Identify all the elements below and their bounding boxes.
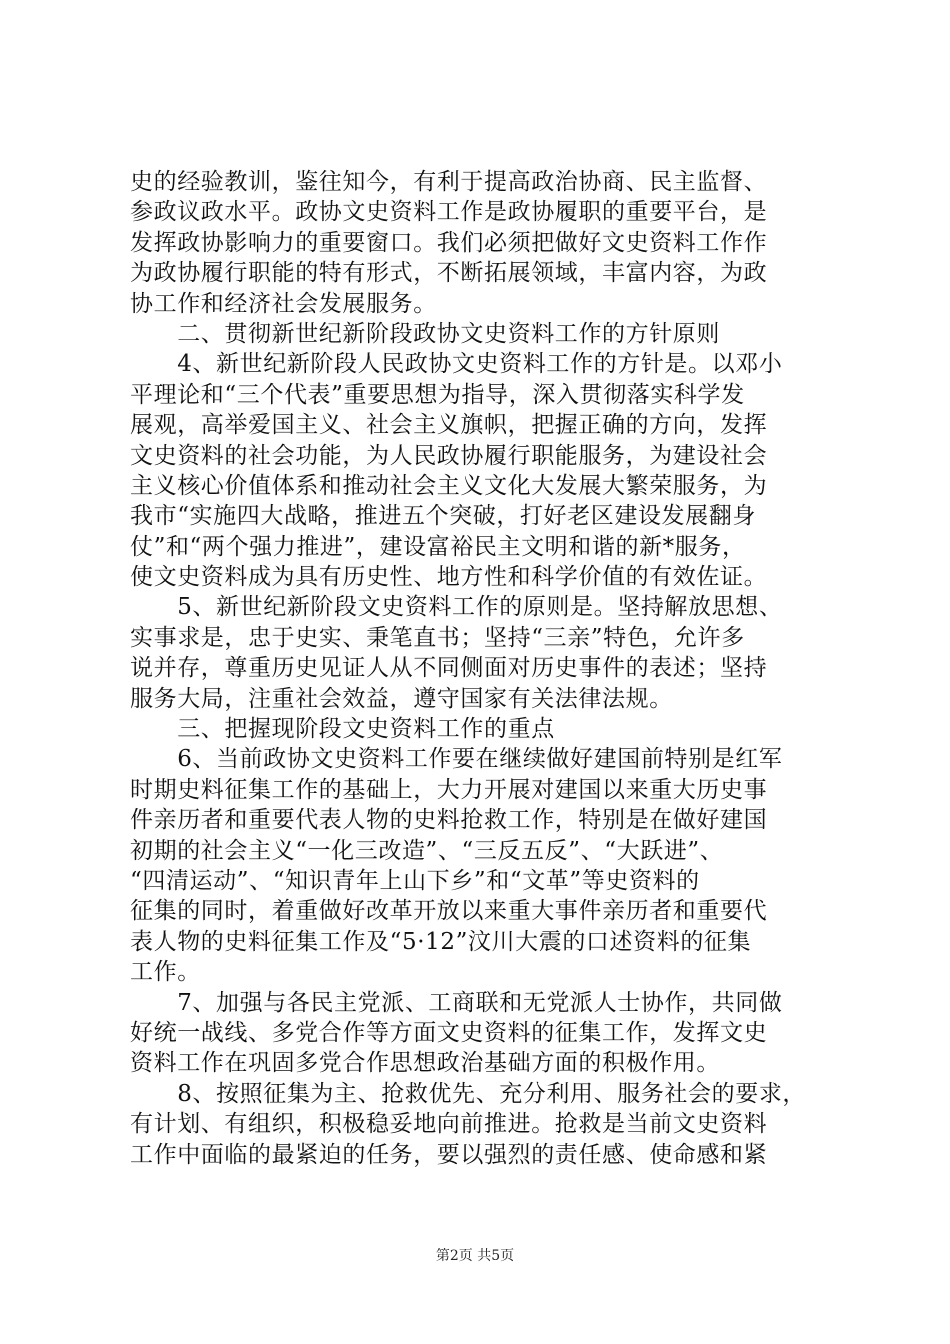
text-line: 6、当前政协文史资料工作要在继续做好建国前特别是红军	[130, 746, 783, 773]
text-line: 资料工作在巩固多党合作思想政治基础方面的积极作用。	[130, 1050, 720, 1077]
text-line: 工作中面临的最紧迫的任务，要以强烈的责任感、使命感和紧	[130, 1141, 768, 1168]
section-heading: 二、贯彻新世纪新阶段政协文史资料工作的方针原则	[130, 320, 720, 347]
text-line: 实事求是，忠于史实、秉笔直书；坚持“三亲”特色，允许多	[130, 624, 745, 651]
text-line: 有计划、有组织，积极稳妥地向前推进。抢救是当前文史资料	[130, 1111, 768, 1138]
text-line: 主义核心价值体系和推动社会主义文化大发展大繁荣服务，为	[130, 472, 768, 499]
text-line: 征集的同时，着重做好改革开放以来重大事件亲历者和重要代	[130, 898, 768, 925]
page-number-footer: 第2页 共5页	[435, 1248, 515, 1264]
text-line: 我市“实施四大战略，推进五个突破，打好老区建设发展翻身	[130, 503, 756, 530]
section-heading: 三、把握现阶段文史资料工作的重点	[130, 716, 555, 743]
text-line: 史的经验教训，鉴往知今，有利于提高政治协商、民主监督、	[130, 169, 768, 195]
text-line: 服务大局，注重社会效益，遵守国家有关法律法规。	[130, 685, 673, 712]
text-line: 初期的社会主义“一化三改造”、“三反五反”、“大跃进”、	[130, 837, 724, 864]
body-text	[130, 167, 830, 1170]
text-line: 件亲历者和重要代表人物的史料抢救工作，特别是在做好建国	[130, 807, 768, 834]
text-line: 说并存，尊重历史见证人从不同侧面对历史事件的表述；坚持	[130, 655, 768, 682]
text-line: “四清运动”、“知识青年上山下乡”和“文革”等史资料的	[130, 867, 700, 894]
text-line: 好统一战线、多党合作等方面文史资料的征集工作，发挥文史	[130, 1019, 768, 1046]
text-line: 协工作和经济社会发展服务。	[130, 290, 437, 317]
text-line: 发挥政协影响力的重要窗口。我们必须把做好文史资料工作作	[130, 229, 768, 256]
text-line: 为政协履行职能的特有形式，不断拓展领域，丰富内容，为政	[130, 260, 768, 287]
text-line: 表人物的史料征集工作及“5·12”汶川大震的口述资料的征集	[130, 928, 752, 955]
text-line: 参政议政水平。政协文史资料工作是政协履职的重要平台，是	[130, 199, 768, 226]
text-line: 使文史资料成为具有历史性、地方性和科学价值的有效佐证。	[130, 564, 768, 591]
text-line: 工作。	[130, 959, 201, 986]
text-line: 文史资料的社会功能，为人民政协履行职能服务，为建设社会	[130, 442, 768, 469]
text-line: 8、按照征集为主、抢救优先、充分利用、服务社会的要求，	[130, 1080, 807, 1107]
text-line: 5、新世纪新阶段文史资料工作的原则是。坚持解放思想、	[130, 594, 783, 621]
text-line: 仗”和“两个强力推进”，建设富裕民主文明和谐的新*服务，	[130, 533, 746, 560]
text-line: 展观，高举爱国主义、社会主义旗帜，把握正确的方向，发挥	[130, 412, 768, 439]
text-line: 平理论和“三个代表”重要思想为指导，深入贯彻落实科学发	[130, 381, 745, 408]
text-line: 7、加强与各民主党派、工商联和无党派人士协作，共同做	[130, 989, 783, 1016]
text-line: 4、新世纪新阶段人民政协文史资料工作的方针是。以邓小	[130, 351, 783, 378]
text-line: 时期史料征集工作的基础上，大力开展对建国以来重大历史事	[130, 776, 768, 803]
